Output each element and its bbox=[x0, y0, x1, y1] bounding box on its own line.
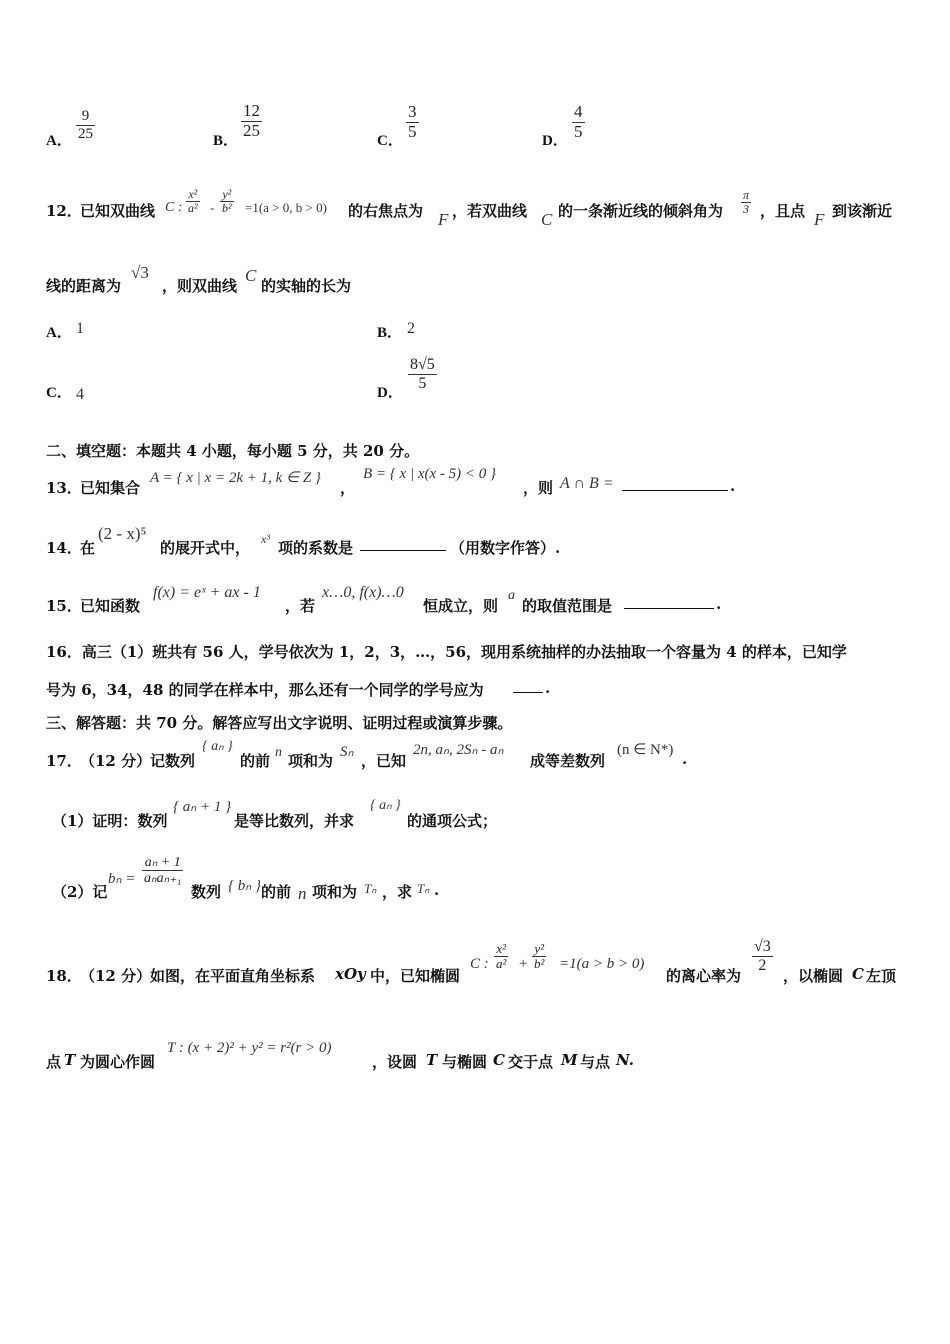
q17-text-4: ，已知 bbox=[361, 752, 407, 770]
q12-three: 3 bbox=[743, 202, 749, 217]
q17-part2-fraction bbox=[142, 855, 183, 887]
q11-option-b-fraction bbox=[241, 102, 262, 140]
q18-C-2: C bbox=[493, 1051, 505, 1069]
q14-number: 14． bbox=[46, 539, 82, 557]
q17-part1-seq: { aₙ + 1 } bbox=[173, 799, 232, 815]
q13-answer-blank[interactable] bbox=[622, 476, 728, 491]
q12-F-2: F bbox=[814, 210, 825, 229]
q12-eq-c: C : bbox=[165, 200, 183, 215]
q18-eq-c: C : bbox=[470, 956, 489, 972]
q18-frac-x bbox=[494, 942, 508, 972]
q14-text-3: 项的系数是 bbox=[278, 539, 354, 557]
q18-text-3: 的离心率为 bbox=[666, 967, 742, 985]
q18-line2-a: 点 bbox=[46, 1053, 62, 1071]
q12-frac-pi3 bbox=[741, 189, 751, 216]
q12-text-1: 已知双曲线 bbox=[80, 202, 156, 220]
q13-set-b: B = { x | x(x - 5) < 0 } bbox=[363, 466, 496, 482]
q12-text-4: 的一条渐近线的倾斜角为 bbox=[558, 202, 724, 220]
q18-line2-c: ，设圆 bbox=[372, 1053, 418, 1071]
q18-text-1: 如图，在平面直角坐标系 bbox=[150, 967, 316, 985]
q12-minus: - bbox=[210, 200, 215, 215]
q18-text-5: 左顶 bbox=[866, 967, 897, 985]
q17-score: （12 分） bbox=[80, 752, 152, 770]
q12-option-d-label: D． bbox=[377, 385, 403, 401]
q18-score: （12 分） bbox=[80, 967, 152, 985]
q17-part2-seq-bn: { bₙ } bbox=[228, 878, 261, 894]
q12-option-d-num: 8√5 bbox=[410, 356, 435, 373]
q12-line2-c: 的实轴的长为 bbox=[261, 277, 352, 295]
q15-text-2: ，若 bbox=[285, 597, 316, 615]
q17-part1-text-2: 是等比数列，并求 bbox=[234, 812, 355, 830]
q12-a2: a² bbox=[188, 201, 198, 216]
q12-option-d-fraction bbox=[408, 356, 437, 392]
q11-option-d-num: 4 bbox=[574, 102, 583, 121]
q18-C: C bbox=[852, 965, 864, 983]
q13-number: 13． bbox=[46, 479, 82, 497]
q17-part2-num: aₙ + 1 bbox=[144, 855, 181, 870]
q17-part2-den: aₙaₙ₊₁ bbox=[144, 871, 182, 887]
q18-y2: y² bbox=[534, 941, 545, 956]
q12-frac-x bbox=[186, 188, 200, 215]
q12-line2-a: 线的距离为 bbox=[46, 277, 122, 295]
q12-option-c-label: C． bbox=[46, 385, 72, 401]
q17-part1-label: （1）证明：数列 bbox=[52, 812, 168, 830]
q12-line2-b: ，则双曲线 bbox=[162, 277, 238, 295]
q18-text-2: 中，已知椭圆 bbox=[370, 967, 461, 985]
q12-frac-y bbox=[220, 188, 234, 215]
q17-part2-label: （2）记 bbox=[52, 883, 108, 901]
q18-line2-f: 与点 bbox=[580, 1053, 611, 1071]
q15-fx: f(x) = eˣ + ax - 1 bbox=[153, 584, 261, 601]
q11-option-a-den: 25 bbox=[78, 125, 93, 142]
q18-plus: + bbox=[519, 956, 528, 972]
q17-number: 17． bbox=[46, 752, 82, 770]
q12-text-5: ，且点 bbox=[760, 202, 806, 220]
q11-option-a-num: 9 bbox=[81, 108, 90, 124]
q14-text-1: 在 bbox=[80, 539, 96, 557]
q13-end: . bbox=[730, 477, 736, 495]
q13-set-a: A = { x | x = 2k + 1, k ∈ Z } bbox=[150, 470, 321, 486]
q18-e-num: √3 bbox=[754, 938, 771, 955]
q17-part2-text-3: 项和为 bbox=[312, 883, 358, 901]
q17-text-3: 项和为 bbox=[288, 752, 334, 770]
q18-b2: b² bbox=[534, 956, 545, 972]
q11-option-c-label: C． bbox=[377, 133, 403, 149]
q11-option-a-label: A． bbox=[46, 133, 72, 149]
q13-text-2: ，则 bbox=[523, 479, 554, 497]
q15-text-1: 已知函数 bbox=[80, 597, 141, 615]
q17-part1-an: { aₙ } bbox=[370, 798, 401, 813]
q18-circle-eq: T : (x + 2)² + y² = r²(r > 0) bbox=[167, 1040, 332, 1056]
q18-x2: x² bbox=[496, 941, 507, 956]
q18-line2-e: 交于点 bbox=[508, 1053, 554, 1071]
q12-b2: b² bbox=[222, 201, 232, 216]
q18-T-1: T bbox=[64, 1051, 76, 1069]
q17-part2-tn-2: Tₙ bbox=[417, 881, 430, 896]
q11-option-b-num: 12 bbox=[243, 101, 260, 120]
q12-text-6: 到该渐近 bbox=[832, 202, 893, 220]
q16-answer-blank[interactable] bbox=[513, 678, 543, 693]
q13-expr: A ∩ B = bbox=[560, 475, 614, 492]
q14-answer-blank[interactable] bbox=[360, 536, 446, 551]
q14-text-2: 的展开式中， bbox=[160, 539, 251, 557]
q11-option-b-den: 25 bbox=[243, 120, 260, 140]
q12-text-3: ，若双曲线 bbox=[452, 202, 528, 220]
q18-M: M bbox=[561, 1051, 578, 1069]
q12-eq-rest: =1(a > 0, b > 0) bbox=[245, 200, 327, 215]
q15-text-4: 的取值范围是 bbox=[522, 597, 613, 615]
q14-text-4: （用数字作答）. bbox=[450, 539, 561, 557]
q12-option-d-den: 5 bbox=[418, 374, 427, 392]
q13-comma: ， bbox=[340, 479, 356, 497]
q12-option-b-value: 2 bbox=[407, 320, 415, 337]
q17-part2-text-2: 的前 bbox=[261, 883, 292, 901]
q17-text-2: 的前 bbox=[240, 752, 271, 770]
q15-a: a bbox=[508, 588, 515, 603]
q11-option-a-fraction bbox=[76, 108, 95, 142]
q14-expr: (2 - x)⁵ bbox=[98, 524, 147, 543]
q12-x2: x² bbox=[188, 187, 198, 201]
q12-F-1: F bbox=[438, 210, 449, 229]
q12-text-2: 的右焦点为 bbox=[348, 202, 424, 220]
q17-part2-text-1: 数列 bbox=[191, 883, 222, 901]
q18-line2-d: 与椭圆 bbox=[442, 1053, 488, 1071]
q18-frac-y bbox=[532, 942, 546, 972]
q11-option-d-label: D． bbox=[542, 133, 568, 149]
q18-eq-rest: =1(a > b > 0) bbox=[559, 956, 645, 972]
q18-text-4: ，以椭圆 bbox=[783, 967, 844, 985]
q12-sqrt3: √3 bbox=[131, 263, 149, 282]
q11-option-d-fraction bbox=[572, 103, 585, 141]
q15-answer-blank[interactable] bbox=[624, 594, 714, 609]
q18-T-2: T bbox=[426, 1051, 438, 1069]
q17-sn: Sₙ bbox=[340, 744, 354, 760]
q15-text-3: 恒成立，则 bbox=[423, 597, 499, 615]
q12-y2: y² bbox=[222, 187, 232, 201]
q11-option-d-den: 5 bbox=[574, 121, 583, 141]
q13-text-1: 已知集合 bbox=[80, 479, 141, 497]
section-3-heading: 三、解答题：共 70 分。解答应写出文字说明、证明过程或演算步骤。 bbox=[46, 714, 513, 732]
q17-seq-an: { aₙ } bbox=[202, 739, 233, 754]
q15-number: 15． bbox=[46, 597, 82, 615]
q14-x3: x³ bbox=[261, 532, 270, 546]
q12-C-2: C bbox=[245, 266, 257, 285]
q17-text-1: 记数列 bbox=[150, 752, 196, 770]
q18-number: 18． bbox=[46, 967, 82, 985]
q12-option-b-label: B． bbox=[377, 325, 403, 341]
q17-part2-tn: Tₙ bbox=[364, 881, 377, 896]
q17-condition: (n ∈ N*) bbox=[617, 742, 674, 758]
q12-option-a-value: 1 bbox=[76, 320, 84, 337]
section-2-heading: 二、填空题：本题共 4 小题，每小题 5 分，共 20 分。 bbox=[46, 442, 420, 460]
q11-option-b-label: B． bbox=[213, 133, 239, 149]
q17-part2-bn: bₙ = bbox=[108, 871, 136, 887]
q16-end: . bbox=[545, 679, 551, 697]
q17-part1-text-3: 的通项公式； bbox=[407, 812, 498, 830]
q17-sequence: 2n, aₙ, 2Sₙ - aₙ bbox=[413, 742, 504, 758]
q12-pi: π bbox=[743, 188, 750, 202]
q16-line-1: 16．高三（1）班共有 56 人，学号依次为 1，2，3，…，56，现用系统抽样的办法抽取一个容量为 4 的样本，已知学 bbox=[46, 643, 847, 661]
q17-part2-end: . bbox=[434, 881, 440, 899]
q12-option-a-label: A． bbox=[46, 325, 72, 341]
q16-line-2: 号为 6，34，48 的同学在样本中，那么还有一个同学的学号应为 bbox=[46, 681, 484, 699]
q15-end: . bbox=[716, 595, 722, 613]
q17-text-5: 成等差数列 bbox=[530, 752, 606, 770]
q17-part2-n: n bbox=[298, 884, 307, 903]
q18-a2: a² bbox=[496, 956, 507, 972]
q18-xoy: xOy bbox=[335, 965, 366, 983]
q18-line2-b: 为圆心作圆 bbox=[80, 1053, 156, 1071]
q12-C-1: C bbox=[541, 210, 553, 229]
q15-condition: x…0, f(x)…0 bbox=[322, 584, 404, 601]
q12-number: 12． bbox=[46, 202, 82, 220]
q11-option-c-den: 5 bbox=[408, 121, 417, 141]
q11-option-c-num: 3 bbox=[408, 102, 417, 121]
q17-n: n bbox=[275, 745, 282, 760]
q17-end: . bbox=[682, 750, 688, 768]
q17-part2-text-4: ，求 bbox=[382, 883, 413, 901]
q18-N: N. bbox=[616, 1051, 634, 1069]
q11-option-c-fraction bbox=[406, 103, 419, 141]
q18-eccentricity bbox=[752, 938, 773, 974]
q12-option-c-value: 4 bbox=[76, 386, 84, 403]
q18-e-den: 2 bbox=[758, 956, 767, 974]
